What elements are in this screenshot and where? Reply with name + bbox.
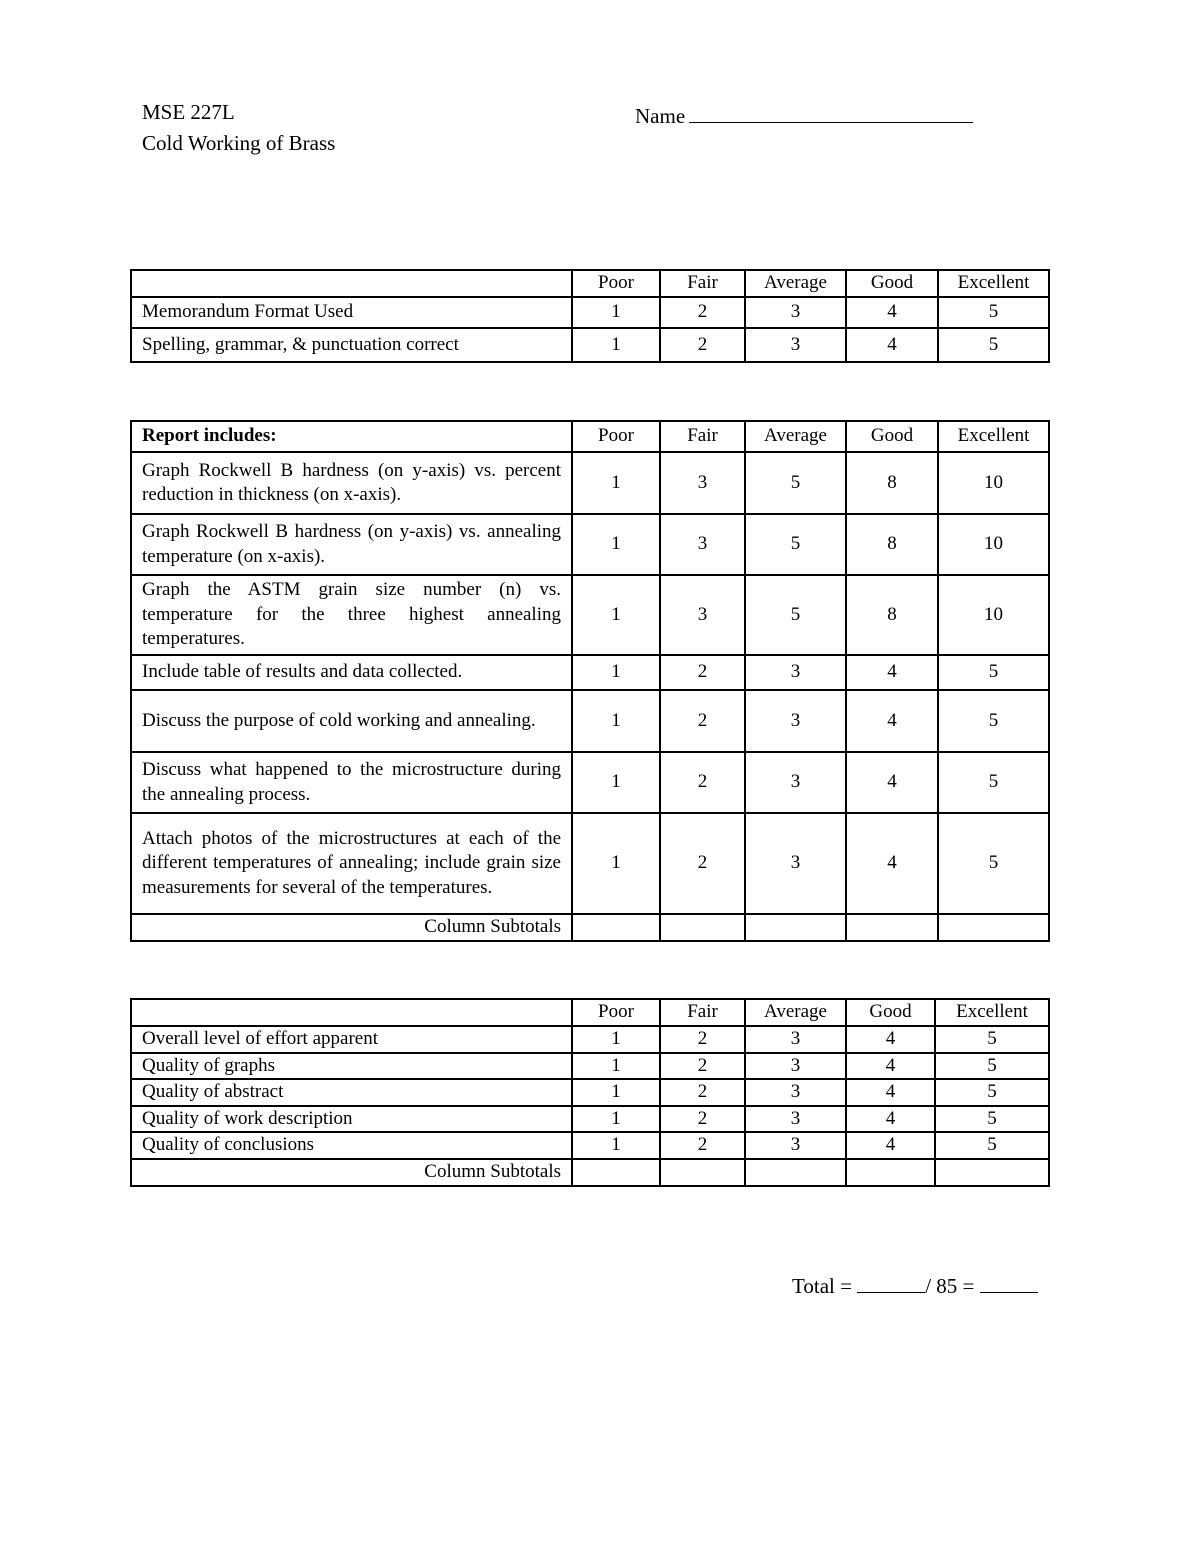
score-cell[interactable]: 5 (938, 690, 1049, 752)
score-cell[interactable]: 1 (572, 1132, 660, 1159)
header-average: Average (745, 270, 846, 297)
table-row (131, 452, 1049, 514)
score-cell[interactable]: 3 (745, 655, 846, 690)
subtotal-average-cell[interactable] (745, 1159, 846, 1186)
header-excellent: Excellent (938, 270, 1049, 297)
column-subtotals-label: Column Subtotals (131, 914, 572, 941)
column-subtotals-label: Column Subtotals (131, 1159, 572, 1186)
table-row (131, 1079, 1049, 1106)
score-cell[interactable]: 3 (745, 328, 846, 362)
score-cell[interactable]: 5 (938, 752, 1049, 813)
quality-rubric-table (130, 998, 1050, 1187)
table-row (131, 1106, 1049, 1133)
score-cell[interactable]: 5 (938, 297, 1049, 328)
score-cell[interactable]: 5 (935, 1079, 1049, 1106)
score-cell[interactable]: 4 (846, 752, 938, 813)
header-blank-cell (131, 270, 572, 297)
name-label: Name (635, 104, 686, 128)
score-cell[interactable]: 3 (745, 813, 846, 914)
score-cell[interactable]: 4 (846, 297, 938, 328)
score-cell[interactable]: 5 (745, 452, 846, 514)
score-cell[interactable]: 2 (660, 1079, 745, 1106)
header-good: Good (846, 270, 938, 297)
total-max-text: / 85 = (925, 1274, 975, 1298)
header-fair: Fair (660, 270, 745, 297)
header-poor: Poor (572, 270, 660, 297)
table-row (131, 752, 1049, 813)
score-cell[interactable]: 4 (846, 328, 938, 362)
subtotal-poor-cell[interactable] (572, 1159, 660, 1186)
table-header-row (131, 999, 1049, 1026)
score-cell[interactable]: 1 (572, 1106, 660, 1133)
score-cell[interactable]: 1 (572, 575, 660, 655)
score-cell[interactable]: 3 (745, 297, 846, 328)
score-cell[interactable]: 1 (572, 690, 660, 752)
score-cell[interactable]: 3 (745, 1053, 846, 1080)
score-cell[interactable]: 3 (745, 752, 846, 813)
score-cell[interactable]: 2 (660, 655, 745, 690)
score-cell[interactable]: 3 (745, 1132, 846, 1159)
score-cell[interactable]: 1 (572, 328, 660, 362)
score-cell[interactable]: 4 (846, 813, 938, 914)
score-cell[interactable]: 5 (938, 813, 1049, 914)
subtotal-excellent-cell[interactable] (935, 1159, 1049, 1186)
score-cell[interactable]: 4 (846, 655, 938, 690)
subtotal-good-cell[interactable] (846, 1159, 935, 1186)
table-row (131, 1053, 1049, 1080)
score-cell[interactable]: 5 (938, 328, 1049, 362)
score-cell[interactable]: 3 (745, 690, 846, 752)
header-excellent: Excellent (935, 999, 1049, 1026)
score-cell[interactable]: 2 (660, 1106, 745, 1133)
header-blank-cell (131, 999, 572, 1026)
criterion-label: Quality of conclusions (131, 1132, 572, 1159)
total-percent-blank[interactable] (980, 1272, 1038, 1293)
header-poor: Poor (572, 999, 660, 1026)
subtotal-good-cell[interactable] (846, 914, 938, 941)
report-content-rubric-table (130, 420, 1050, 942)
subtotal-excellent-cell[interactable] (938, 914, 1049, 941)
table-row (131, 1026, 1049, 1053)
subtotal-poor-cell[interactable] (572, 914, 660, 941)
criterion-label: Quality of work description (131, 1106, 572, 1133)
score-cell[interactable]: 5 (935, 1026, 1049, 1053)
score-cell[interactable]: 10 (938, 575, 1049, 655)
score-cell[interactable]: 3 (745, 1026, 846, 1053)
score-cell[interactable]: 4 (846, 1053, 935, 1080)
report-includes-heading: Report includes: (131, 421, 572, 452)
criterion-label: Graph Rockwell B hardness (on y-axis) vs. percent reduction in thickness (on x-axis). (131, 452, 572, 514)
table-row (131, 655, 1049, 690)
criterion-label: Include table of results and data collected. (131, 655, 572, 690)
score-cell[interactable]: 10 (938, 452, 1049, 514)
score-cell[interactable]: 1 (572, 297, 660, 328)
criterion-label: Discuss what happened to the microstructure during the annealing process. (131, 752, 572, 813)
table-row (131, 575, 1049, 655)
table-row (131, 1132, 1049, 1159)
score-cell[interactable]: 4 (846, 1079, 935, 1106)
criterion-label: Graph the ASTM grain size number (n) vs. temperature for the three highest annealing temperatures. (131, 575, 572, 655)
name-blank[interactable] (689, 102, 973, 123)
lab-title: Cold Working of Brass (142, 131, 336, 155)
header-good: Good (846, 999, 935, 1026)
score-cell[interactable]: 2 (660, 1026, 745, 1053)
score-cell[interactable]: 2 (660, 297, 745, 328)
score-cell[interactable]: 4 (846, 1132, 935, 1159)
score-cell[interactable]: 2 (660, 690, 745, 752)
score-cell[interactable]: 5 (745, 514, 846, 575)
criterion-label: Overall level of effort apparent (131, 1026, 572, 1053)
criterion-label: Quality of graphs (131, 1053, 572, 1080)
score-cell[interactable]: 4 (846, 1106, 935, 1133)
header-fair: Fair (660, 421, 745, 452)
criterion-label: Quality of abstract (131, 1079, 572, 1106)
subtotal-fair-cell[interactable] (660, 1159, 745, 1186)
score-cell[interactable]: 5 (938, 655, 1049, 690)
total-score-blank[interactable] (857, 1272, 925, 1293)
score-cell[interactable]: 1 (572, 452, 660, 514)
score-cell[interactable]: 1 (572, 1079, 660, 1106)
score-cell[interactable]: 2 (660, 1132, 745, 1159)
subtotal-row (131, 914, 1049, 941)
table-row (131, 690, 1049, 752)
score-cell[interactable]: 10 (938, 514, 1049, 575)
score-cell[interactable]: 5 (935, 1132, 1049, 1159)
criterion-label: Discuss the purpose of cold working and annealing. (131, 690, 572, 752)
score-cell[interactable]: 3 (660, 452, 745, 514)
score-cell[interactable]: 1 (572, 655, 660, 690)
score-cell[interactable]: 3 (660, 575, 745, 655)
total-line (792, 1272, 1038, 1299)
criterion-label: Memorandum Format Used (131, 297, 572, 328)
header-fair: Fair (660, 999, 745, 1026)
criterion-label: Attach photos of the microstructures at each of the different temperatures of annealing; include grain size measurements for several of the temperatures. (131, 813, 572, 914)
score-cell[interactable]: 4 (846, 1026, 935, 1053)
table-row (131, 328, 1049, 362)
header-poor: Poor (572, 421, 660, 452)
score-cell[interactable]: 3 (660, 514, 745, 575)
table-header-row (131, 421, 1049, 452)
score-cell[interactable]: 2 (660, 813, 745, 914)
score-cell[interactable]: 8 (846, 514, 938, 575)
criterion-label: Spelling, grammar, & punctuation correct (131, 328, 572, 362)
score-cell[interactable]: 5 (935, 1106, 1049, 1133)
score-cell[interactable]: 8 (846, 575, 938, 655)
score-cell[interactable]: 3 (745, 1079, 846, 1106)
table-row (131, 514, 1049, 575)
course-code: MSE 227L (142, 100, 235, 124)
score-cell[interactable]: 3 (745, 1106, 846, 1133)
table-header-row (131, 270, 1049, 297)
score-cell[interactable]: 2 (660, 752, 745, 813)
score-cell[interactable]: 2 (660, 1053, 745, 1080)
header-average: Average (745, 421, 846, 452)
total-label: Total = (792, 1274, 852, 1298)
score-cell[interactable]: 8 (846, 452, 938, 514)
subtotal-fair-cell[interactable] (660, 914, 745, 941)
name-field[interactable] (635, 102, 973, 127)
table-row (131, 297, 1049, 328)
score-cell[interactable]: 1 (572, 752, 660, 813)
score-cell[interactable]: 2 (660, 328, 745, 362)
subtotal-average-cell[interactable] (745, 914, 846, 941)
score-cell[interactable]: 1 (572, 1026, 660, 1053)
score-cell[interactable]: 5 (935, 1053, 1049, 1080)
criterion-label: Graph Rockwell B hardness (on y-axis) vs. annealing temperature (on x-axis). (131, 514, 572, 575)
header-good: Good (846, 421, 938, 452)
header-excellent: Excellent (938, 421, 1049, 452)
score-cell[interactable]: 1 (572, 1053, 660, 1080)
score-cell[interactable]: 4 (846, 690, 938, 752)
format-rubric-table (130, 269, 1050, 363)
table-row (131, 813, 1049, 914)
subtotal-row (131, 1159, 1049, 1186)
score-cell[interactable]: 1 (572, 813, 660, 914)
score-cell[interactable]: 1 (572, 514, 660, 575)
score-cell[interactable]: 5 (745, 575, 846, 655)
header-average: Average (745, 999, 846, 1026)
